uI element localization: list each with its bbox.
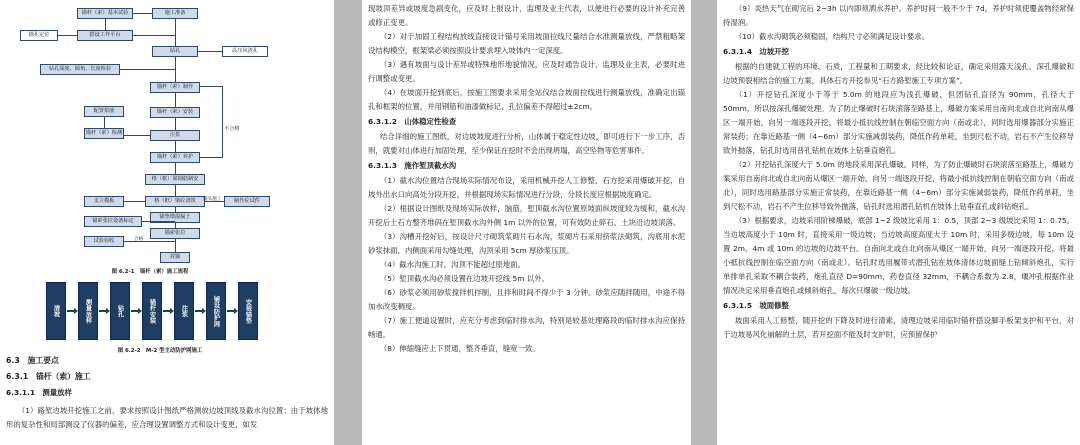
paragraph: 现坡顶差异或坡度急剧变化，应及时上报设计、监理及业主代表，以便进行必要的设计补充完善或修正变更。 xyxy=(368,4,685,27)
flow-box-bearing-concrete: 锚垫墩混凝土 xyxy=(150,212,200,223)
chain-step-1: 清坡 xyxy=(46,282,66,340)
heading-6-3-1-4: 6.3.1.4 边坡开挖 xyxy=(723,47,789,56)
paragraph: （2）根据设计图纸及现场实际放样，脑筋，堑顶截水沟位置原坡面纵坡度较为缓和，截水沟开挖后土石方整齐堆码在堑顶截水沟外侧 1m 以外的位置，可有效防止碎石、土块沿边坡滚落。 xyxy=(368,204,685,227)
paragraph: （1）开挖钻孔深度小于等于 5.0m 的地段应为浅孔爆破，但团钻孔直径为 90mm，孔径大于 50mm，所以按深孔爆破处理。为了防止爆破时石块滚落至路基上，爆破方案采用自南向北或自北向南从爆区一端开始，向另一端逐段开挖，将最小抵抗线控制在朝临空面方向（南或北），同时选用爆器部分实施正常装药；在靠近路基一侧（4~6m）部分实施减弱装药，降低作药单耗，坐到尺松不动，岩石不产生位移导致外抛落，钻孔时选用普孔钻机在坡体上钻垂直炮孔。 xyxy=(723,90,1074,155)
flow-box-anchor-fabrication: 锚杆（索）制作 xyxy=(150,82,200,93)
document-page-3 xyxy=(717,0,1080,445)
flow-box-anchor-testing: 锚杆（索）检测 xyxy=(84,128,124,139)
paragraph: （4）截水沟施工时，沟顶不能超过原地面。 xyxy=(379,260,525,269)
paragraph: （7）施工便道设置时，应充分考虑到临时排水沟，特别是较基处理路段的临时排水沟应保持畅通。 xyxy=(368,316,685,339)
flow-box-specimen: 制作砼试件 xyxy=(224,196,270,207)
flow-box-drilling: 钻孔 xyxy=(152,46,198,57)
paragraph: 根据的自建就工程的环境、石质，工程量和工期要求，经比较和论证，确定采用露天浅孔、深孔爆破和边坡预裂相结合的施工方案，具体石方开挖参见“石方路堑施工专项方案”。 xyxy=(723,62,1074,85)
heading-6-3-1-1: 6.3.1.1 测量放样 xyxy=(6,388,72,397)
paragraph: （5）堑顶截水沟必须设置在边坡开挖线 5m 以外。 xyxy=(379,274,549,283)
document-page-2 xyxy=(362,0,691,445)
chain-step-2: 测量放样 xyxy=(78,282,98,340)
heading-6-3-1: 6.3.1 锚杆（索）施工 xyxy=(6,372,91,381)
flow-box-seal-anchor: 封锚 xyxy=(160,252,190,263)
paragraph: （4）在坡面开挖到底后，按施工图要求采用全站仪结合坡面拉线进行测量放线，准确定出锚孔和框架的位置，并用钢筋和油漆做标记，孔位偏差不得超过±2cm。 xyxy=(368,88,685,111)
flow-box-work-platform: 搭设工作平台 xyxy=(77,30,133,41)
protection-net-process-chain xyxy=(46,282,296,342)
flow-label-anchor-head: 锚头施工 xyxy=(203,197,222,202)
paragraph: （9）炎热天气在砌完后 2~3h 以内即须洒水养护。养护时间一般不少于 7d，养护时须使覆盖物经常保持湿润。 xyxy=(723,4,1074,27)
paragraph: （1）路堑边坡开挖施工之前，要求按照设计图纸严格测放边坡顶线及截水沟位置；由于坡体地形的复杂性和局部测设了仪器的偏差，应合理设置调整方式和设计变更，如发 xyxy=(6,406,328,429)
flow-box-acceptance: 试验验收 xyxy=(84,236,124,247)
paragraph: （10）截水沟砌筑必须稳固，结构尺寸必须满足设计要求。 xyxy=(734,32,930,41)
flow-label-unqualified: 不合格 xyxy=(224,126,240,132)
chain-step-5: 注浆 xyxy=(174,282,194,340)
flow-box-anchor-curing: 锚杆（索）养护 xyxy=(150,152,200,163)
paragraph: （2）开挖钻孔深度大于 5.0m 的地段采用深孔爆破。同样，为了防止爆破时石块滚落至路基上，爆破方案采用自南向北或自北向南从爆区一端开始，向另一端逐段开挖，将最小抵抗线控制在朝临空面方向（南或北），同时选用路基部分实施正常装药，在靠近路基一侧（4~6m）部分实施减弱装药，降低作药单耗，坐到尺松不动，岩石不产生位移导致外抛落，钻孔时选用潜孔钻机在坡体上钻垂直孔或斜钻炮孔。 xyxy=(723,160,1074,211)
anchor-construction-flowchart xyxy=(0,0,334,274)
chain-step-6: 铺设防护网 xyxy=(206,282,226,340)
paragraph: （1）截水沟位置结合现场实际情况布设，采用机械开挖人工修整，石方挖采用爆破开挖，自坡外出水口向高处分段开挖，并根据现场实际情况进行分段，分段长度应根据坡度确定。 xyxy=(368,176,685,199)
heading-6-3: 6.3 施工要点 xyxy=(6,356,59,365)
paragraph: （3）沟槽开挖好后，按设计尺寸砌筑浆砌片石水沟，浆砌片石采用挤浆法砌筑，沟底用水泥砂浆抹面，内侧面采用勾缝处理，沟顶采用 5cm 厚砂浆压顶。 xyxy=(368,232,685,255)
flow-box-tensioning: 锚索张拉 xyxy=(150,228,200,239)
document-page-1 xyxy=(0,0,334,445)
flow-box-basic-test: 锚杆（索）基本试验 xyxy=(77,8,133,19)
figure-caption-6-2-1: 图 6.2-1 锚杆（索）施工流程 xyxy=(111,269,189,275)
figure-caption-6-2-2: 图 6.2-2 M-2 型主动防护网施工 xyxy=(117,348,203,354)
flow-box-anchor-install: 锚杆（索）安装 xyxy=(150,107,200,118)
flow-box-grout-mix: 配置浆液 xyxy=(84,106,124,117)
flow-label-qualified: 合格 xyxy=(134,237,144,242)
heading-6-3-1-2: 6.3.1.2 山体稳定性检查 xyxy=(368,117,457,126)
flow-box-grouting: 注浆 xyxy=(150,130,200,141)
chain-step-3: 钻孔 xyxy=(110,282,130,340)
paragraph: （6）砂浆必须用砂浆搅拌机拌制，且拌和时间不得少于 3 分钟。砂浆应随拌随用，中途不得加水改变稠度。 xyxy=(368,288,685,311)
paragraph: 结合详细的施工图纸，对边坡坡度进行分析，山体属于稳定性边坡，即可进行下一步工序，否则，就要对山体进行加固处理，至少保证在挖时不会出现坍塌，高空坠物等危害事件。 xyxy=(368,132,685,155)
flow-box-air-cleaning: 高压风清孔 xyxy=(222,46,268,57)
heading-6-3-1-3: 6.3.1.3 施作堑顶截水沟 xyxy=(368,161,457,170)
chain-step-4: 锚杆安装 xyxy=(142,282,162,340)
flow-box-depth-check: 钻孔深度、倾角、长度检验 xyxy=(40,64,120,75)
paragraph: （8）伸缩缝应上下贯通，整齐垂直，缝宽一致。 xyxy=(379,344,540,353)
paragraph: （3）根据要求，边坡采用阶梯爆破，底部 1~2 级坡比采用 1：0.5，顶部 2~3 级坡比采用 1：0.75。当边坡高度小于 10m 时，直接采用一级边坡；当边坡高度高度大于 10m 时，采用多级边坡，每 10m 设置 2m、4m 或 10m 的边坡的边坡平台。自南向北或自北向南从爆区一端开始，向另一端逐段开挖，将最小抵抗线控制在临空面方向（南或北）。钻孔时选用履带式潜孔钻在坡体清体边坡面缝上钻倾斜炮孔，实行单排单孔采取不耦合装药，炮孔直径 D=90mm，药卷直径 32mm，不耦合系数为 2.8，堰冲孔根据作业情况决定采用垂直炮孔或倾斜炮孔，每次只爆破一级边坡。 xyxy=(723,216,1074,295)
paragraph: （3）遇有坡面与设计差异或特殊地形地貌情况，应及时通告设计、监理及业主表，必要时进行调整或变更。 xyxy=(368,60,685,83)
flow-box-jack-calibration: 锚索张拉设备标定 xyxy=(84,216,142,227)
flow-box-beam-rebar: 格（框）梁钢筋制安 xyxy=(145,174,205,185)
heading-6-3-1-5: 6.3.1.5 坡面修整 xyxy=(723,301,789,310)
flow-box-beam-pouring: 格（框）梁砼浇筑 xyxy=(145,196,205,207)
paragraph: 坡面采用人工修整，随开挖的下降及时进行清素，清理边坡采用临时锚杆搭设脚手板架支护和平台，对于边坡易风化崩解的土层，若开挖面不能及时支护时，应预留保护 xyxy=(723,316,1074,339)
flow-box-formwork: 支立模板 xyxy=(84,196,124,207)
flow-box-hole-positioning: 锚孔定位 xyxy=(20,30,58,41)
paragraph: （2）对于加固工程结构放线直接设计锚号采用坡面拉线尺量结合水准测量放线，严禁粗略架设结构模空，框架梁必须按照设计要求埋入坡体内一定深度。 xyxy=(368,32,685,55)
chain-step-7: 安装锚垫 xyxy=(238,282,258,340)
flow-box-preparation: 施工准备 xyxy=(152,8,198,19)
